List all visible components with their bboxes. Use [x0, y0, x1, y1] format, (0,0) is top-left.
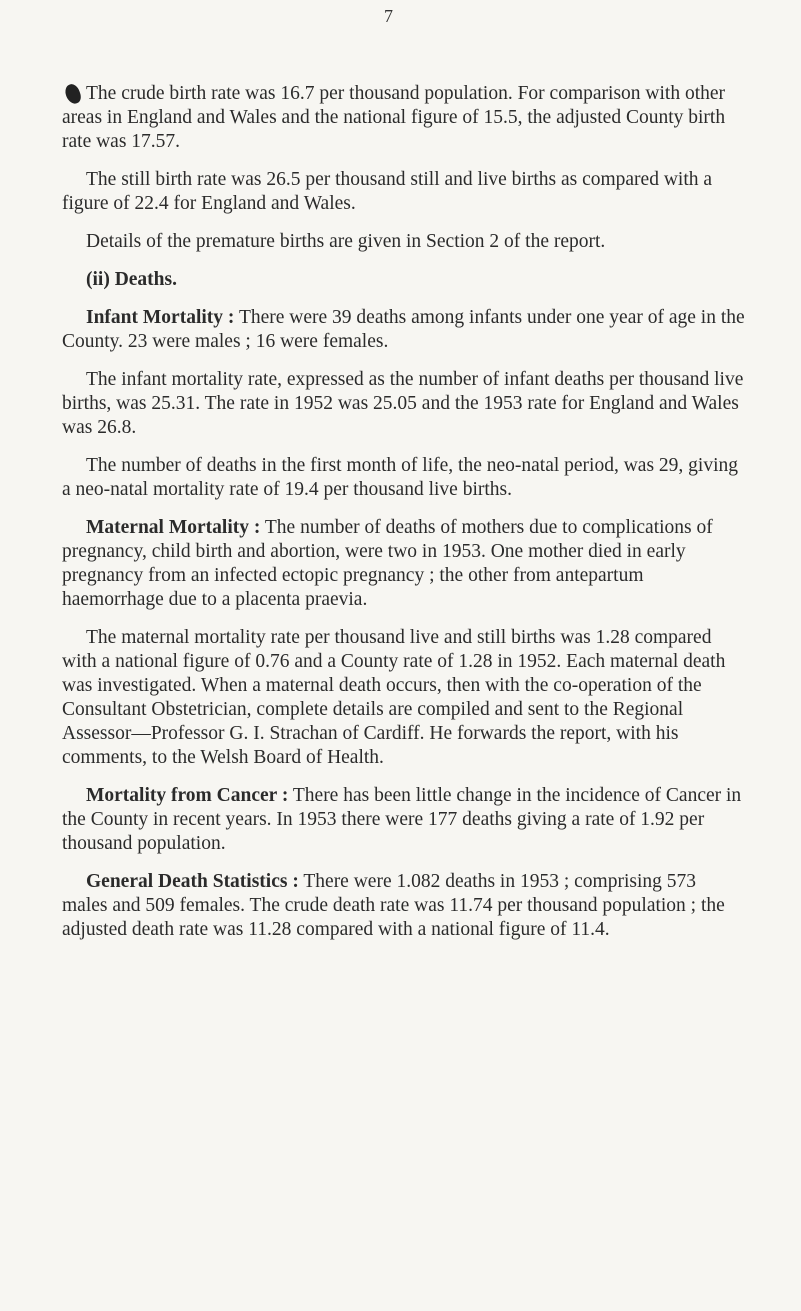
page-number: 7 [384, 6, 393, 26]
infant-mortality-heading: Infant Mortality : [86, 307, 235, 328]
paragraph-cancer-mortality [62, 784, 746, 856]
paragraph-infant-mortality [62, 306, 746, 354]
paragraph-maternal-mortality [62, 516, 746, 612]
cancer-mortality-heading: Mortality from Cancer : [86, 785, 289, 806]
general-death-text: There were 1.082 deaths in 1953 ; comprising 573 males and 509 females. The crude death rate was 11.74 per thousand population ; the adjusted death rate was 11.28 compared with a national figure of 11.4. [62, 871, 725, 940]
paragraph-general-death [62, 870, 746, 942]
paragraph-birth-rate: The crude birth rate was 16.7 per thousand population. For comparison with other areas in England and Wales and the national figure of 15.5, the adjusted County birth rate was 17.57. [62, 83, 726, 152]
paragraph-infant-rate: The infant mortality rate, expressed as the number of infant deaths per thousand live births, was 25.31. The rate in 1952 was 25.05 and the 1953 rate for England and Wales was 26.8. [62, 369, 744, 438]
paragraph-maternal-rate: The maternal mortality rate per thousand live and still births was 1.28 compared with a national figure of 0.76 and a County rate of 1.28 in 1952. Each maternal death was investigated. When a maternal death occurs, then with the co-operation of the Consultant Obstetrician, complete details are compiled and sent to the Regional Assessor—Professor G. I. Strachan of Cardiff. He forwards the report, with his comments, to the Welsh Board of Health. [62, 627, 726, 768]
deaths-section-heading: (ii) Deaths. [86, 269, 177, 290]
maternal-mortality-heading: Maternal Mortality : [86, 517, 261, 538]
infant-mortality-text: There were 39 deaths among infants under one year of age in the County. 23 were males ; 16 were females. [62, 307, 745, 352]
paragraph-neonatal: The number of deaths in the first month of life, the neo-natal period, was 29, giving a neo-natal mortality rate of 19.4 per thousand live births. [62, 455, 739, 500]
general-death-heading: General Death Statistics : [86, 871, 299, 892]
cancer-mortality-text: There has been little change in the incidence of Cancer in the County in recent years. In 1953 there were 177 deaths giving a rate of 1.92 per thousand population. [62, 785, 742, 854]
paragraph-premature: Details of the premature births are given in Section 2 of the report. [86, 231, 606, 252]
report-body [62, 82, 746, 956]
paragraph-still-birth: The still birth rate was 26.5 per thousand still and live births as compared with a figure of 22.4 for England and Wales. [62, 169, 713, 214]
maternal-mortality-text: The number of deaths of mothers due to complications of pregnancy, child birth and abortion, were two in 1953. One mother died in early pregnancy from an infected ectopic pregnancy ; the other from antepartum haemorrhage due to a placenta praevia. [62, 517, 713, 610]
